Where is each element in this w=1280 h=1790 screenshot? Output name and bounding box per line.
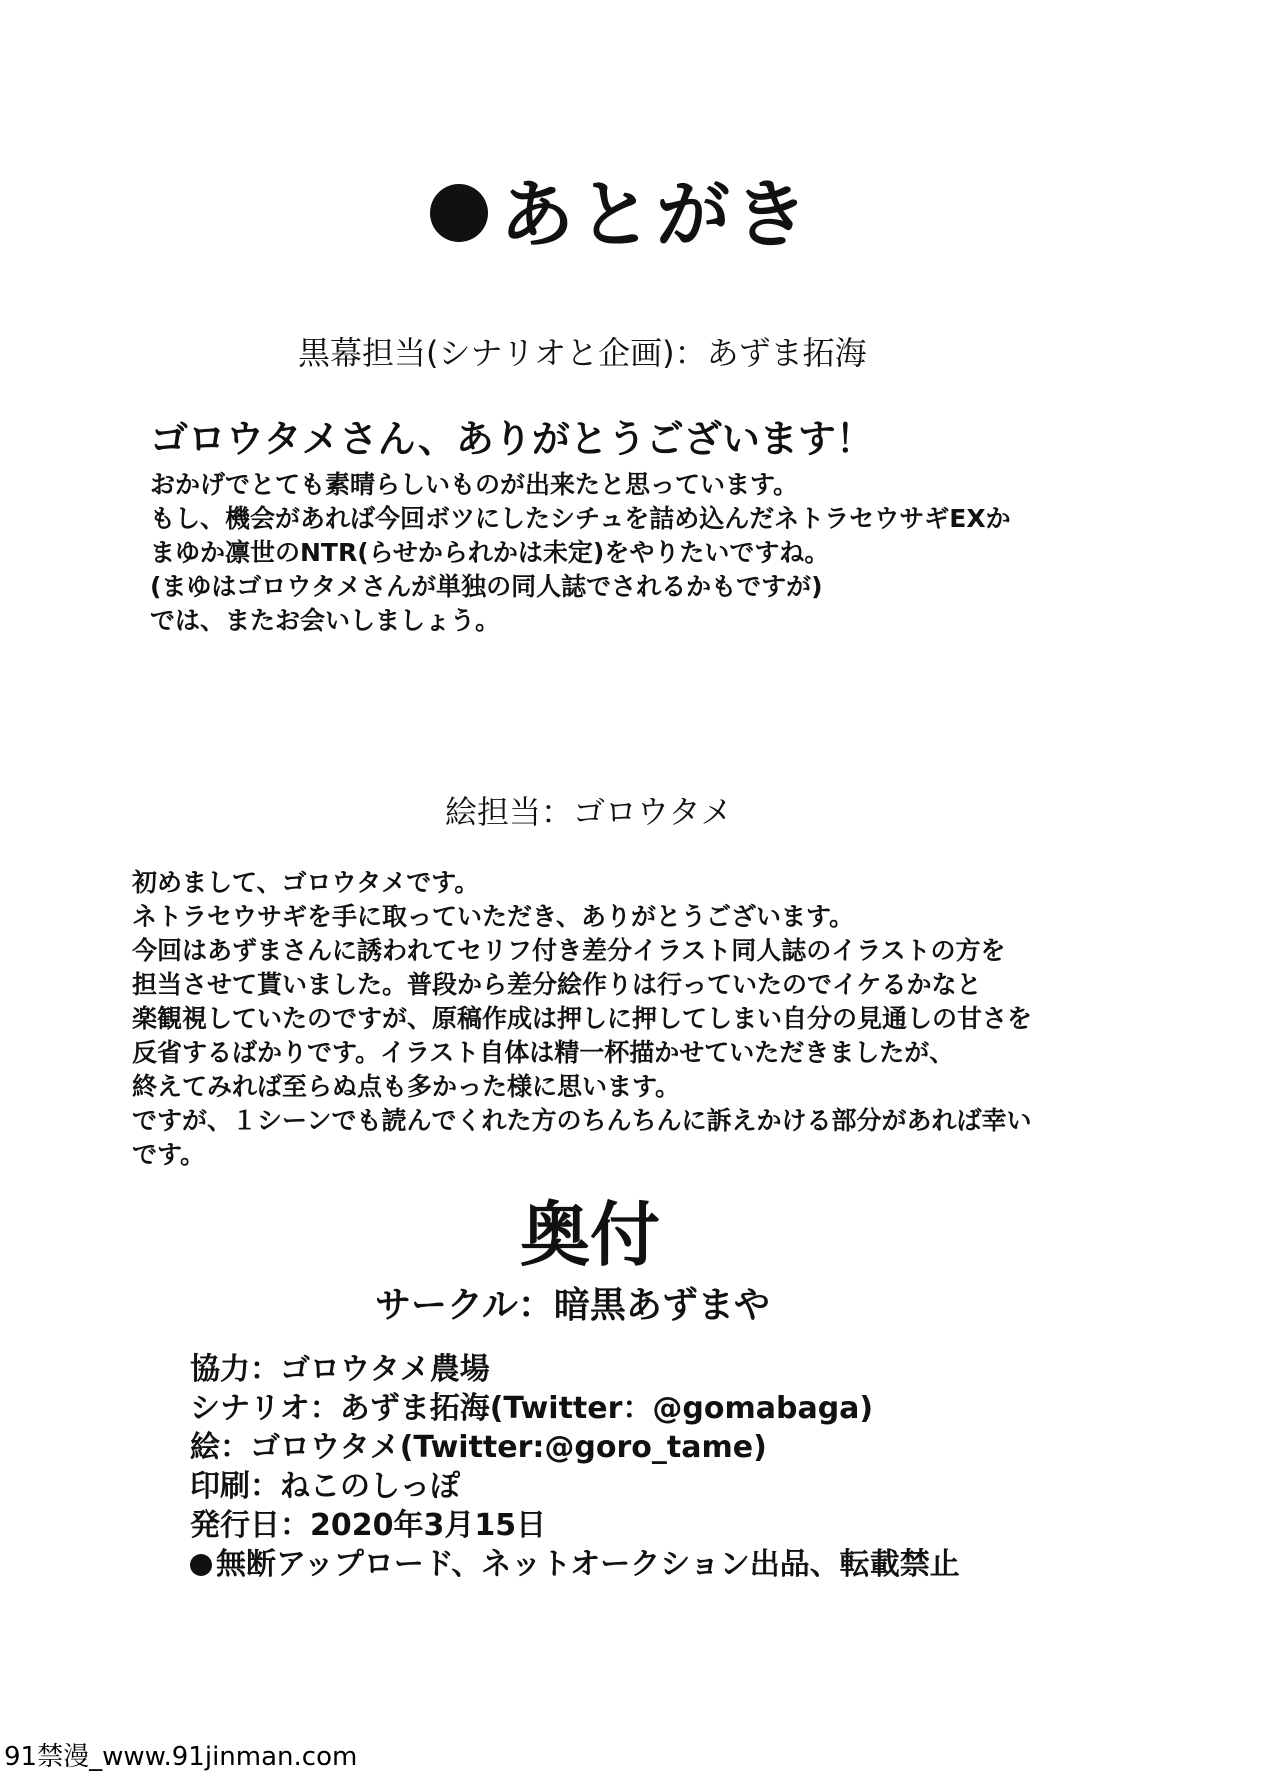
watermark: 91禁漫_www.91jinman.com bbox=[0, 1740, 361, 1775]
writer-thanks: ゴロウタメさん、ありがとうございます！ bbox=[150, 417, 874, 461]
artist-line: 今回はあずまさんに誘われてセリフ付き差分イラスト同人誌のイラストの方を bbox=[132, 936, 1006, 965]
afterword-title-text: あとがき bbox=[500, 172, 812, 258]
writer-line: では、またお会いしましょう。 bbox=[150, 606, 501, 635]
writer-line: もし、機会があれば今回ボツにしたシチュを詰め込んだネトラセウサギEXか bbox=[150, 504, 1011, 533]
artist-line: 楽観視していたのですが、原稿作成は押しに押してしまい自分の見通しの甘さを bbox=[132, 1004, 1033, 1033]
writer-line: (まゆはゴロウタメさんが単独の同人誌でされるかもですが) bbox=[150, 572, 823, 601]
colophon-notice bbox=[190, 1545, 960, 1584]
artist-line: 終えてみれば至らぬ点も多かった様に思います。 bbox=[132, 1072, 681, 1101]
artist-line: です。 bbox=[132, 1140, 206, 1169]
writer-line: おかげでとても素晴らしいものが出来たと思っています。 bbox=[150, 470, 799, 499]
colophon-details bbox=[190, 1350, 960, 1584]
colophon-printing: 印刷：ねこのしっぽ bbox=[190, 1469, 460, 1504]
colophon-cooperation: 協力：ゴロウタメ農場 bbox=[190, 1352, 490, 1387]
artist-message bbox=[132, 866, 1032, 1172]
colophon-date: 発行日：2020年3月15日 bbox=[190, 1508, 547, 1543]
afterword-title bbox=[430, 172, 812, 258]
colophon-title: 奥付 bbox=[520, 1194, 660, 1276]
artist-line: ですが、１シーンでも読んでくれた方のちんちんに訴えかける部分があれば幸い bbox=[132, 1106, 1032, 1135]
artist-line: 初めまして、ゴロウタメです。 bbox=[132, 868, 480, 897]
bullet-dot-icon bbox=[430, 184, 488, 242]
writer-heading: 黒幕担当(シナリオと企画)：あずま拓海 bbox=[298, 334, 867, 372]
writer-message bbox=[150, 468, 1011, 638]
colophon-scenario: シナリオ：あずま拓海(Twitter：@gomabaga) bbox=[190, 1391, 874, 1426]
writer-line: まゆか凛世のNTR(らせかられかは未定)をやりたいですね。 bbox=[150, 538, 830, 567]
circle-name: サークル：暗黒あずまや bbox=[375, 1285, 770, 1326]
artist-line: 担当させて貰いました。普段から差分絵作りは行っていたのでイケるかなと bbox=[132, 970, 982, 999]
colophon-notice-text: 無断アップロード、ネットオークション出品、転載禁止 bbox=[216, 1547, 960, 1582]
artist-heading: 絵担当：ゴロウタメ bbox=[445, 793, 733, 831]
bullet-dot-icon bbox=[190, 1554, 212, 1576]
colophon-art: 絵：ゴロウタメ(Twitter:@goro_tame) bbox=[190, 1430, 767, 1465]
artist-line: 反省するばかりです。イラスト自体は精一杯描かせていただきましたが、 bbox=[132, 1038, 955, 1067]
artist-line: ネトラセウサギを手に取っていただき、ありがとうございます。 bbox=[132, 902, 855, 931]
